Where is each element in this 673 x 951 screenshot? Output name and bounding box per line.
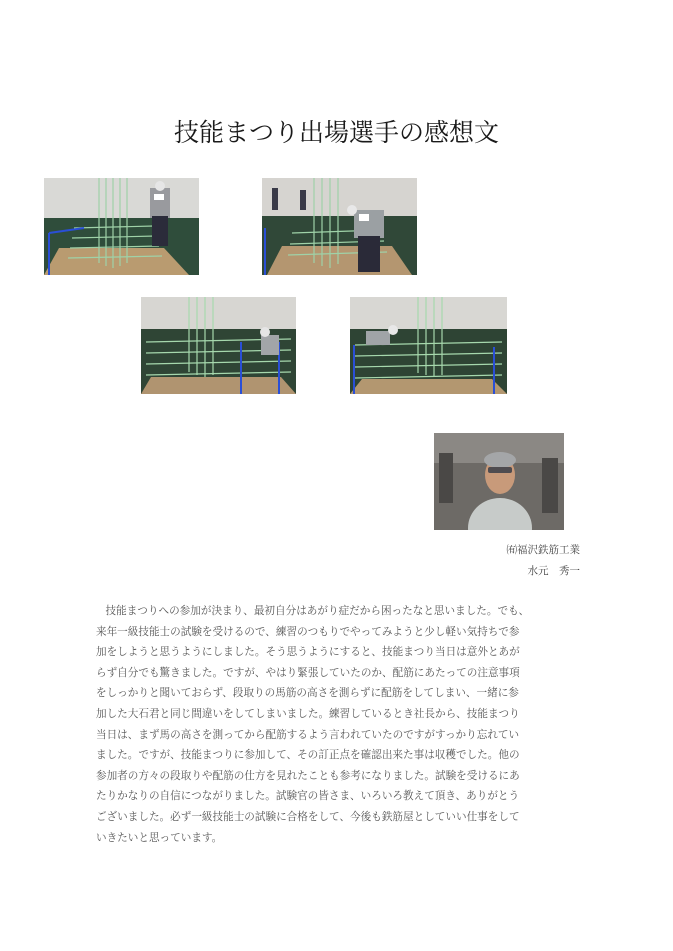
essay-line: 参加者の方々の段取りや配筋の仕方を見れたことも参考になりました。試験を受けるにあ [96, 769, 520, 782]
essay-line: いきたいと思っています。 [96, 831, 223, 844]
essay-line: たりかなりの自信につながりました。試験官の皆さま、いろいろ教えて頂き、ありがとう [96, 790, 520, 803]
essay-line: をしっかりと聞いておらず、段取りの馬筋の高さを測らずに配筋をしてしまい、一緒に参 [96, 687, 519, 700]
participant-portrait-photo [434, 433, 564, 530]
company-name: ㈲福沢鉄筋工業 [506, 544, 580, 556]
essay-line: らず自分でも驚きました。ですが、やはり緊張していたのか、配筋にあたっての注意事項 [96, 666, 520, 679]
rebar-worker-photo-4 [350, 297, 507, 394]
essay-line: 加をしようと思うようにしました。そう思うようにすると、技能まつり当日は意外とあが [96, 646, 520, 659]
essay-line: ました。ですが、技能まつりに参加して、その訂正点を確認出来た事は収穫でした。他の [96, 749, 520, 762]
essay-line: ございました。必ず一級技能士の試験に合格をして、今後も鉄筋屋としていい仕事をして [96, 810, 520, 823]
essay-body [96, 601, 586, 848]
rebar-worker-photo-2 [262, 178, 417, 275]
rebar-worker-photo-3 [141, 297, 296, 394]
rebar-worker-photo-1 [44, 178, 199, 275]
essay-line: 加した大石君と同じ間違いをしてしまいました。練習しているとき社長から、技能まつり [96, 707, 520, 720]
page-title: 技能まつり出場選手の感想文 [173, 118, 499, 147]
essay-line: 来年一級技能士の試験を受けるので、練習のつもりでやってみようと少し軽い気持ちで参 [96, 625, 520, 638]
author-name: 水元 秀一 [527, 565, 580, 577]
essay-line: 当日は、まず馬の高さを測ってから配筋するよう言われていたのですがすっかり忘れてい [96, 728, 520, 741]
essay-line: 技能まつりへの参加が決まり、最初自分はあがり症だから困ったなと思いました。でも、 [105, 605, 530, 617]
